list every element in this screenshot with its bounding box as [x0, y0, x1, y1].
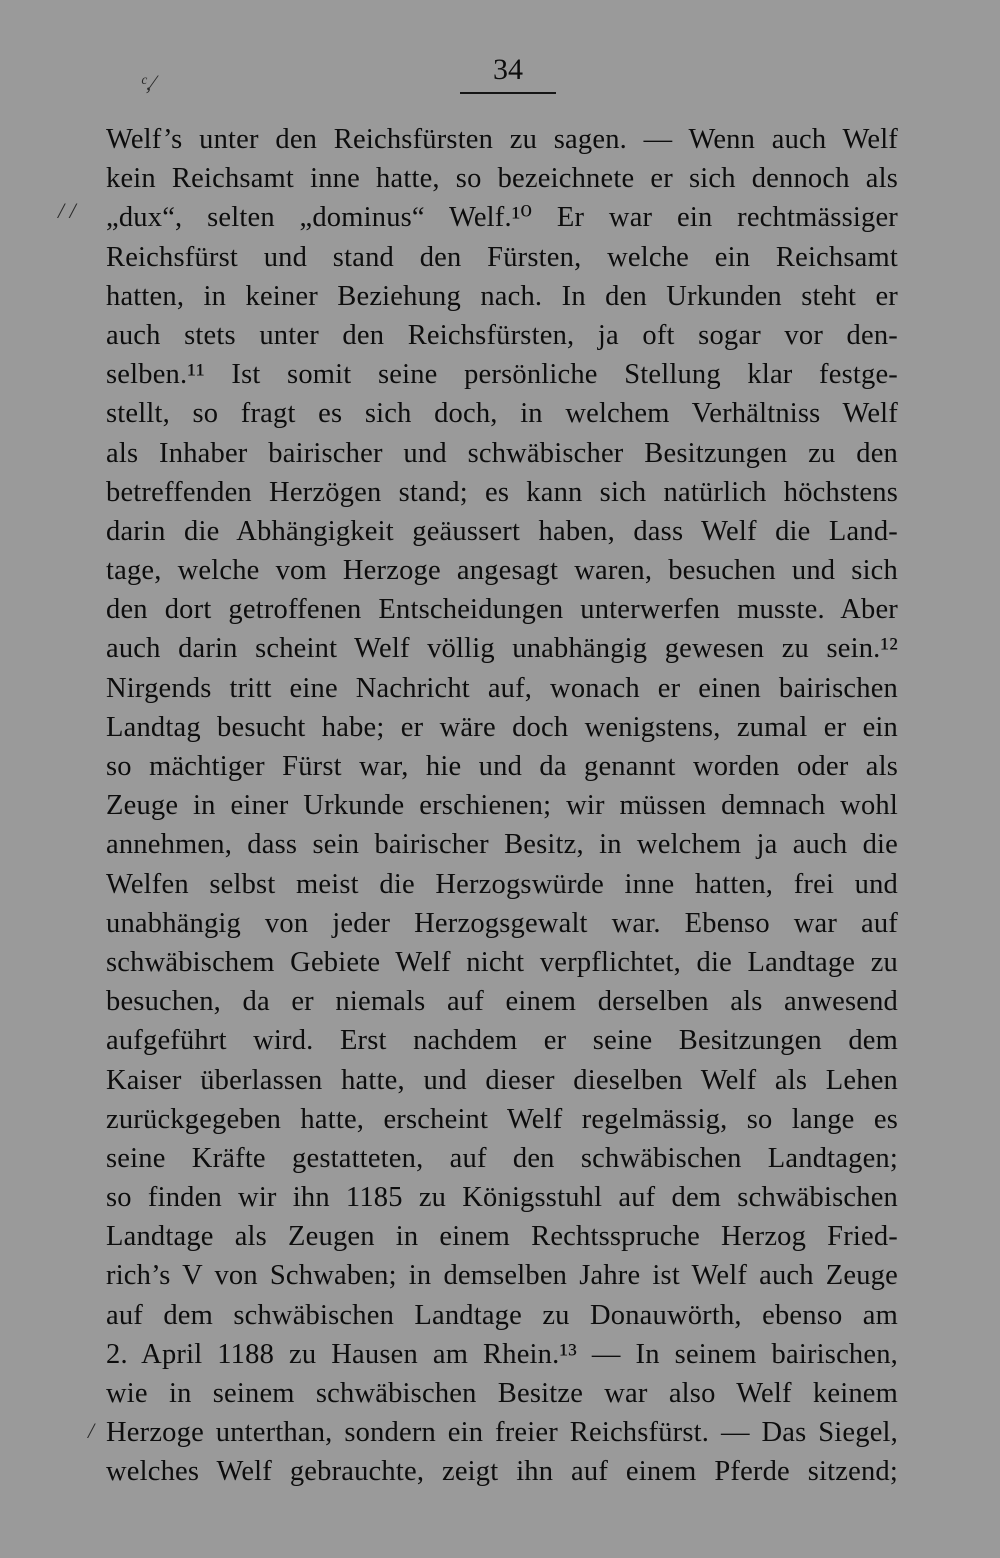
text-line: rich’s V von Schwaben; in demselben Jahre ist Welf auch Zeuge: [106, 1260, 898, 1292]
text-line: auch stets unter den Reichsfürsten, ja oft sogar vor den-: [106, 319, 898, 351]
text-line: tage, welche vom Herzoge angesagt waren, besuchen und sich: [106, 555, 898, 587]
text-line: Herzoge unterthan, sondern ein freier Reichsfürst. — Das Siegel,: [106, 1417, 898, 1449]
margin-pencil-mark-bottom: /: [88, 1418, 95, 1443]
text-line: stellt, so fragt es sich doch, in welchem Verhältniss Welf: [106, 398, 898, 430]
text-line: besuchen, da er niemals auf einem derselben als anwesend: [106, 986, 898, 1018]
text-line: Nirgends tritt eine Nachricht auf, wonach er einen bairischen: [106, 672, 898, 704]
page-number: 34: [493, 53, 523, 86]
text-line: Landtage als Zeugen in einem Rechtsspruche Herzog Fried-: [106, 1221, 898, 1253]
text-line: Welf’s unter den Reichsfürsten zu sagen. — Wenn auch Welf: [106, 124, 898, 155]
text-line: auf dem schwäbischen Landtage zu Donauwörth, ebenso am: [106, 1299, 898, 1331]
text-line: betreffenden Herzögen stand; es kann sich natürlich höchstens: [106, 476, 898, 508]
text-line: Welfen selbst meist die Herzogswürde inne hatten, frei und: [106, 868, 898, 900]
text-line: „dux“, selten „dominus“ Welf.¹⁰ Er war ein rechtmässiger: [106, 202, 898, 234]
body-text: [106, 120, 898, 1492]
text-line: auch darin scheint Welf völlig unabhängig gewesen zu sein.¹²: [106, 633, 898, 665]
text-line: so finden wir ihn 1185 zu Königsstuhl auf dem schwäbischen: [106, 1182, 898, 1214]
text-line: kein Reichsamt inne hatte, so bezeichnete er sich dennoch als: [106, 163, 898, 195]
text-line: welches Welf gebrauchte, zeigt ihn auf einem Pferde sitzend;: [106, 1456, 898, 1488]
text-line: selben.¹¹ Ist somit seine persönliche Stellung klar festge-: [106, 359, 898, 391]
text-line: seine Kräfte gestatteten, auf den schwäbischen Landtagen;: [106, 1142, 898, 1174]
text-line: hatten, in keiner Beziehung nach. In den Urkunden steht er: [106, 280, 898, 312]
text-line: wie in seinem schwäbischen Besitze war also Welf keinem: [106, 1378, 898, 1409]
text-line: annehmen, dass sein bairischer Besitz, in welchem ja auch die: [106, 829, 898, 861]
text-line: Kaiser überlassen hatte, und dieser dieselben Welf als Lehen: [106, 1064, 898, 1096]
text-line: Reichsfürst und stand den Fürsten, welche ein Reichsamt: [106, 241, 898, 273]
page-number-rule: [460, 92, 556, 94]
text-line: 2. April 1188 zu Hausen am Rhein.¹³ — In seinem bairischen,: [106, 1338, 898, 1370]
text-line: aufgeführt wird. Erst nachdem er seine Besitzungen dem: [106, 1025, 898, 1057]
text-line: Zeuge in einer Urkunde erschienen; wir müssen demnach wohl: [106, 790, 898, 822]
margin-pencil-mark-top: ᶜ,⁄: [140, 70, 155, 95]
margin-pencil-mark-left: / /: [58, 198, 76, 223]
text-line: unabhängig von jeder Herzogsgewalt war. Ebenso war auf: [106, 907, 898, 939]
text-line: den dort getroffenen Entscheidungen unterwerfen musste. Aber: [106, 594, 898, 626]
text-line: als Inhaber bairischer und schwäbischer Besitzungen zu den: [106, 437, 898, 469]
text-line: so mächtiger Fürst war, hie und da genannt worden oder als: [106, 751, 898, 782]
text-line: schwäbischem Gebiete Welf nicht verpflichtet, die Landtage zu: [106, 946, 898, 978]
text-line: Landtag besucht habe; er wäre doch wenigstens, zumal er ein: [106, 711, 898, 743]
text-line: zurückgegeben hatte, erscheint Welf regelmässig, so lange es: [106, 1103, 898, 1135]
text-line: darin die Abhängigkeit geäussert haben, dass Welf die Land-: [106, 515, 898, 547]
